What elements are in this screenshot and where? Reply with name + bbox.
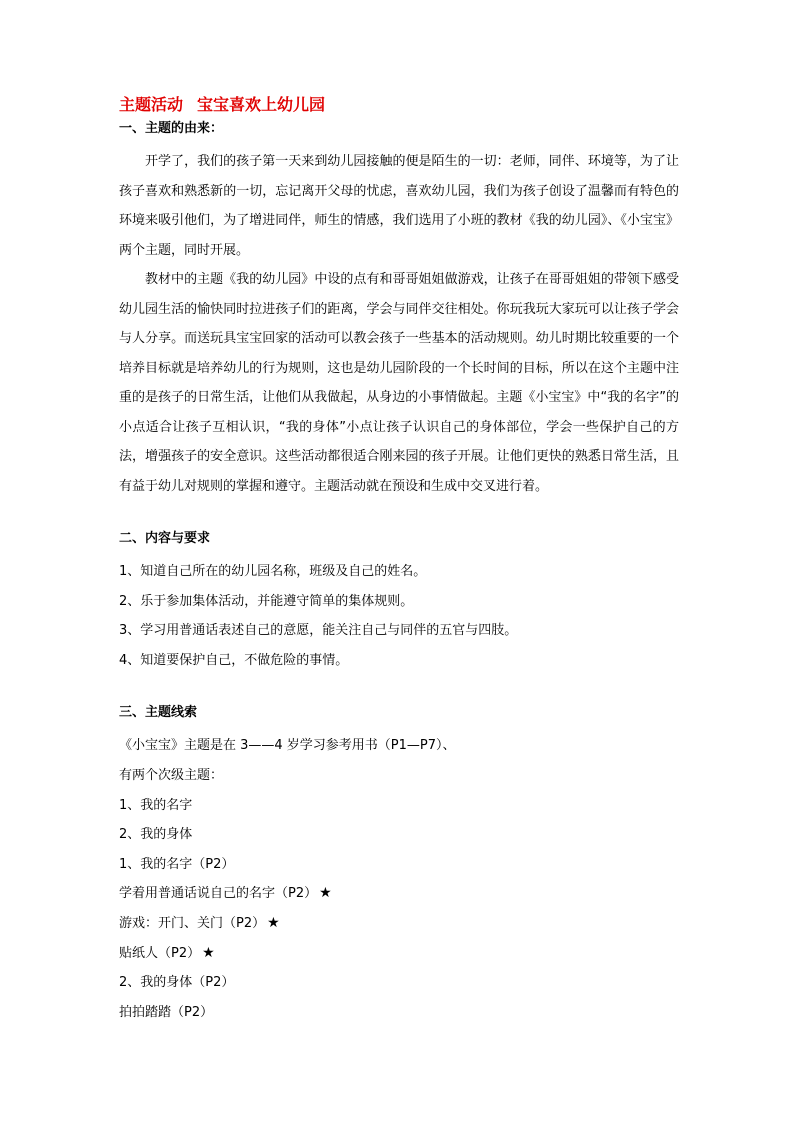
- section-3-line: 《小宝宝》主题是在 3——4 岁学习参考用书（P1—P7）、: [119, 738, 456, 754]
- section-1-heading: 一、主题的由来：: [119, 121, 224, 136]
- section-1-paragraph-1: 开学了，我们的孩子第一天来到幼儿园接触的便是陌生的一切：老师，同伴、环境等，为了让孩子喜欢和熟悉新的一切，忘记离开父母的忧虑，喜欢幼儿园，我们为孩子创设了温馨而有特色的环境来吸引他们，为了增进同伴，师生的情感，我们选用了小班的教材《我的幼儿园》、《小宝宝》两个主题，同时开展。: [119, 154, 679, 258]
- section-3-line: 贴纸人（P2） ★: [119, 944, 215, 961]
- section-3-line: 学着用普通话说自己的名字（P2） ★: [119, 885, 332, 902]
- section-2-heading: 二、内容与要求: [119, 531, 211, 546]
- title-part-1: 主题活动: [119, 95, 184, 114]
- section-3-line: 1、我的名字（P2）: [119, 856, 235, 872]
- section-3-line: 2、我的身体（P2）: [119, 975, 235, 991]
- section-2-item: 4、知道要保护自己，不做危险的事情。: [119, 652, 349, 668]
- section-3-line: 2、我的身体: [119, 827, 193, 843]
- title-part-2: 宝宝喜欢上幼儿园: [197, 95, 326, 114]
- section-3-line: 游戏：开门、关门（P2） ★: [119, 914, 280, 931]
- section-3-heading: 三、主题线索: [119, 705, 198, 721]
- star-icon: ★: [267, 914, 280, 931]
- section-2-item: 3、学习用普通话表述自己的意愿，能关注自己与同伴的五官与四肢。: [119, 623, 518, 639]
- section-3-line: 拍拍踏踏（P2）: [119, 1004, 214, 1020]
- section-1-paragraph-2: 教材中的主题《我的幼儿园》中设的点有和哥哥姐姐做游戏，让孩子在哥哥姐姐的带领下感受幼儿园生活的愉快同时拉进孩子们的距离，学会与同伴交往相处。你玩我玩大家玩可以让孩子学会与人分享。而送玩具宝宝回家的活动可以教会孩子一些基本的活动规则。幼儿时期比较重要的一个培养目标就是培养幼儿的行为规则，这也是幼儿园阶段的一个长时间的目标，所以在这个主题中注重的是孩子的日常生活，让他们从我做起，从身边的小事情做起。主题《小宝宝》中“我的名字”的小点适合让孩子互相认识，“我的身体”小点让孩子认识自己的身体部位，学会一些保护自己的方法，增强孩子的安全意识。这些活动都很适合刚来园的孩子开展。让他们更快的熟悉日常生活，且有益于幼儿对规则的掌握和遵守。主题活动就在预设和生成中交叉进行着。: [119, 272, 679, 494]
- star-icon: ★: [319, 885, 332, 902]
- page-title: [119, 93, 679, 117]
- section-3-line: 有两个次级主题：: [119, 767, 224, 783]
- section-2-item: 1、知道自己所在的幼儿园名称，班级及自己的姓名。: [119, 564, 427, 579]
- star-icon: ★: [202, 944, 215, 961]
- document-body: [119, 93, 679, 1027]
- section-3-line: 1、我的名字: [119, 797, 193, 813]
- section-2-item: 2、乐于参加集体活动，并能遵守简单的集体规则。: [119, 593, 414, 609]
